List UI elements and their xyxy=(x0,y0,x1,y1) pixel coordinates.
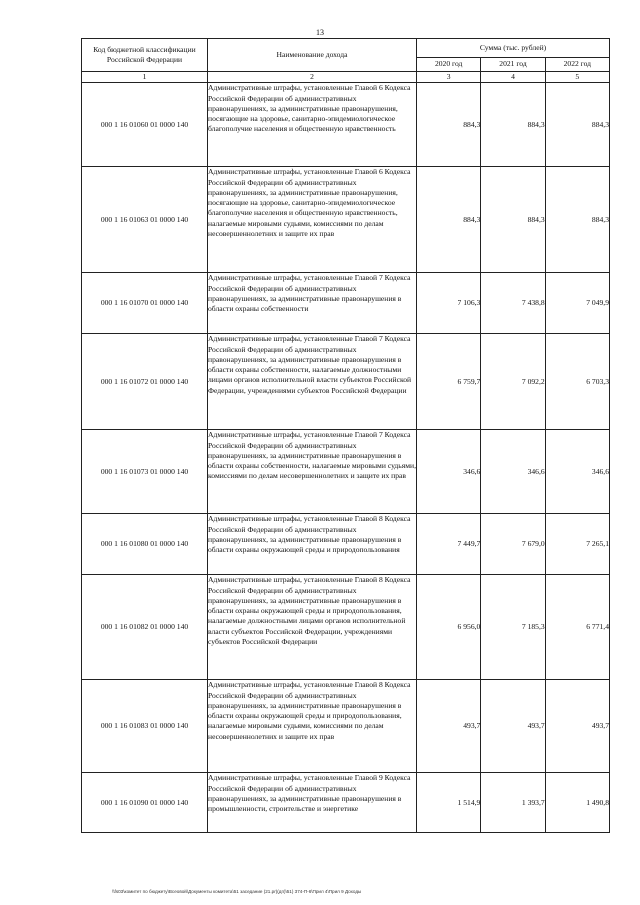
row-value-2022: 1 490,8 xyxy=(545,773,609,833)
table-row xyxy=(82,83,610,167)
row-value-2022: 493,7 xyxy=(545,680,609,773)
header-year-2021: 2021 год xyxy=(481,58,545,72)
row-name: Административные штрафы, установленные Главой 8 Кодекса Российской Федерации об административных правонарушениях, за административные правонарушения в области охраны окружающей среды и природопользования, налагаемые мировыми судьями, комиссиями по делам несовершеннолетних и защите их прав xyxy=(208,680,417,773)
row-value-2020: 7 449,7 xyxy=(417,514,481,575)
row-code: 000 1 16 01073 01 0000 140 xyxy=(82,430,208,514)
row-name: Административные штрафы, установленные Главой 6 Кодекса Российской Федерации об административных правонарушениях, за административные правонарушения, посягающие на здоровье, санитарно-эпидемиологическое благополучие населения и общественную нравственность xyxy=(208,83,417,167)
row-value-2020: 346,6 xyxy=(417,430,481,514)
row-name: Административные штрафы, установленные Главой 8 Кодекса Российской Федерации об административных правонарушениях, за административные правонарушения в области охраны окружающей среды и природопользования, налагаемые должностными лицами органов исполнительной власти субъектов Российской Федерации, учреждениями субъектов Российской Федерации xyxy=(208,575,417,680)
header-name: Наименование дохода xyxy=(208,39,417,72)
header-year-2022: 2022 год xyxy=(545,58,609,72)
row-value-2021: 7 438,8 xyxy=(481,273,545,334)
row-value-2021: 493,7 xyxy=(481,680,545,773)
row-value-2022: 884,3 xyxy=(545,83,609,167)
row-value-2021: 7 185,3 xyxy=(481,575,545,680)
row-name: Административные штрафы, установленные Главой 9 Кодекса Российской Федерации об административных правонарушениях, за административные правонарушения в промышленности, строительстве и энергетике xyxy=(208,773,417,833)
column-number: 5 xyxy=(545,72,609,83)
table-row xyxy=(82,514,610,575)
row-name: Административные штрафы, установленные Главой 8 Кодекса Российской Федерации об административных правонарушениях, за административные правонарушения в области охраны окружающей среды и природопользования xyxy=(208,514,417,575)
row-value-2020: 6 956,0 xyxy=(417,575,481,680)
row-name: Административные штрафы, установленные Главой 7 Кодекса Российской Федерации об административных правонарушениях, за административные правонарушения в области охраны собственности, налагаемые должностными лицами органов исполнительной власти субъектов Российской Федерации, учреждениями субъектов Российской Федерации xyxy=(208,334,417,430)
row-name: Административные штрафы, установленные Главой 7 Кодекса Российской Федерации об административных правонарушениях, за административные правонарушения в области охраны собственности, налагаемые мировыми судьями, комиссиями по делам несовершеннолетних и защите их прав xyxy=(208,430,417,514)
row-value-2021: 7 679,0 xyxy=(481,514,545,575)
row-value-2021: 884,3 xyxy=(481,167,545,273)
row-value-2020: 6 759,7 xyxy=(417,334,481,430)
row-value-2020: 884,3 xyxy=(417,83,481,167)
revenue-table xyxy=(81,38,610,833)
row-value-2022: 7 265,1 xyxy=(545,514,609,575)
row-code: 000 1 16 01083 01 0000 140 xyxy=(82,680,208,773)
row-value-2020: 1 514,9 xyxy=(417,773,481,833)
row-value-2021: 7 092,2 xyxy=(481,334,545,430)
page-number: 13 xyxy=(316,28,324,37)
table-row xyxy=(82,680,610,773)
row-code: 000 1 16 01082 01 0000 140 xyxy=(82,575,208,680)
row-name: Административные штрафы, установленные Главой 7 Кодекса Российской Федерации об административных правонарушениях, за административные правонарушения в области охраны собственности xyxy=(208,273,417,334)
row-value-2022: 6 771,4 xyxy=(545,575,609,680)
table-row xyxy=(82,167,610,273)
row-code: 000 1 16 01070 01 0000 140 xyxy=(82,273,208,334)
column-number: 3 xyxy=(417,72,481,83)
row-value-2022: 6 703,3 xyxy=(545,334,609,430)
header-code: Код бюджетной классификации Российской Федерации xyxy=(82,39,208,72)
row-value-2022: 7 049,9 xyxy=(545,273,609,334)
row-value-2021: 884,3 xyxy=(481,83,545,167)
row-value-2022: 346,6 xyxy=(545,430,609,514)
table-row xyxy=(82,575,610,680)
header-sum: Сумма (тыс. рублей) xyxy=(417,39,610,58)
row-code: 000 1 16 01060 01 0000 140 xyxy=(82,83,208,167)
row-code: 000 1 16 01063 01 0000 140 xyxy=(82,167,208,273)
row-value-2020: 884,3 xyxy=(417,167,481,273)
row-code: 000 1 16 01080 01 0000 140 xyxy=(82,514,208,575)
row-code: 000 1 16 01090 01 0000 140 xyxy=(82,773,208,833)
column-number: 4 xyxy=(481,72,545,83)
table-row xyxy=(82,334,610,430)
row-value-2021: 346,6 xyxy=(481,430,545,514)
row-code: 000 1 16 01072 01 0000 140 xyxy=(82,334,208,430)
row-value-2020: 493,7 xyxy=(417,680,481,773)
column-number: 1 xyxy=(82,72,208,83)
file-path-footer: \\fs03\комитет по бюджету\Всеовой\Документы комитета\51 заседание (21.pr)(дп)\51) 374-П-6\Прил 4\Прил 9 Доходы xyxy=(112,889,362,894)
row-value-2021: 1 393,7 xyxy=(481,773,545,833)
row-value-2020: 7 106,3 xyxy=(417,273,481,334)
table-row xyxy=(82,773,610,833)
row-value-2022: 884,3 xyxy=(545,167,609,273)
row-name: Административные штрафы, установленные Главой 6 Кодекса Российской Федерации об административных правонарушениях, за административные правонарушения, посягающие на здоровье, санитарно-эпидемиологическое благополучие населения и общественную нравственность, налагаемые мировыми судьями, комиссиями по делам несовершеннолетних и защите их прав xyxy=(208,167,417,273)
header-year-2020: 2020 год xyxy=(417,58,481,72)
column-number: 2 xyxy=(208,72,417,83)
table-row xyxy=(82,430,610,514)
table-row xyxy=(82,273,610,334)
